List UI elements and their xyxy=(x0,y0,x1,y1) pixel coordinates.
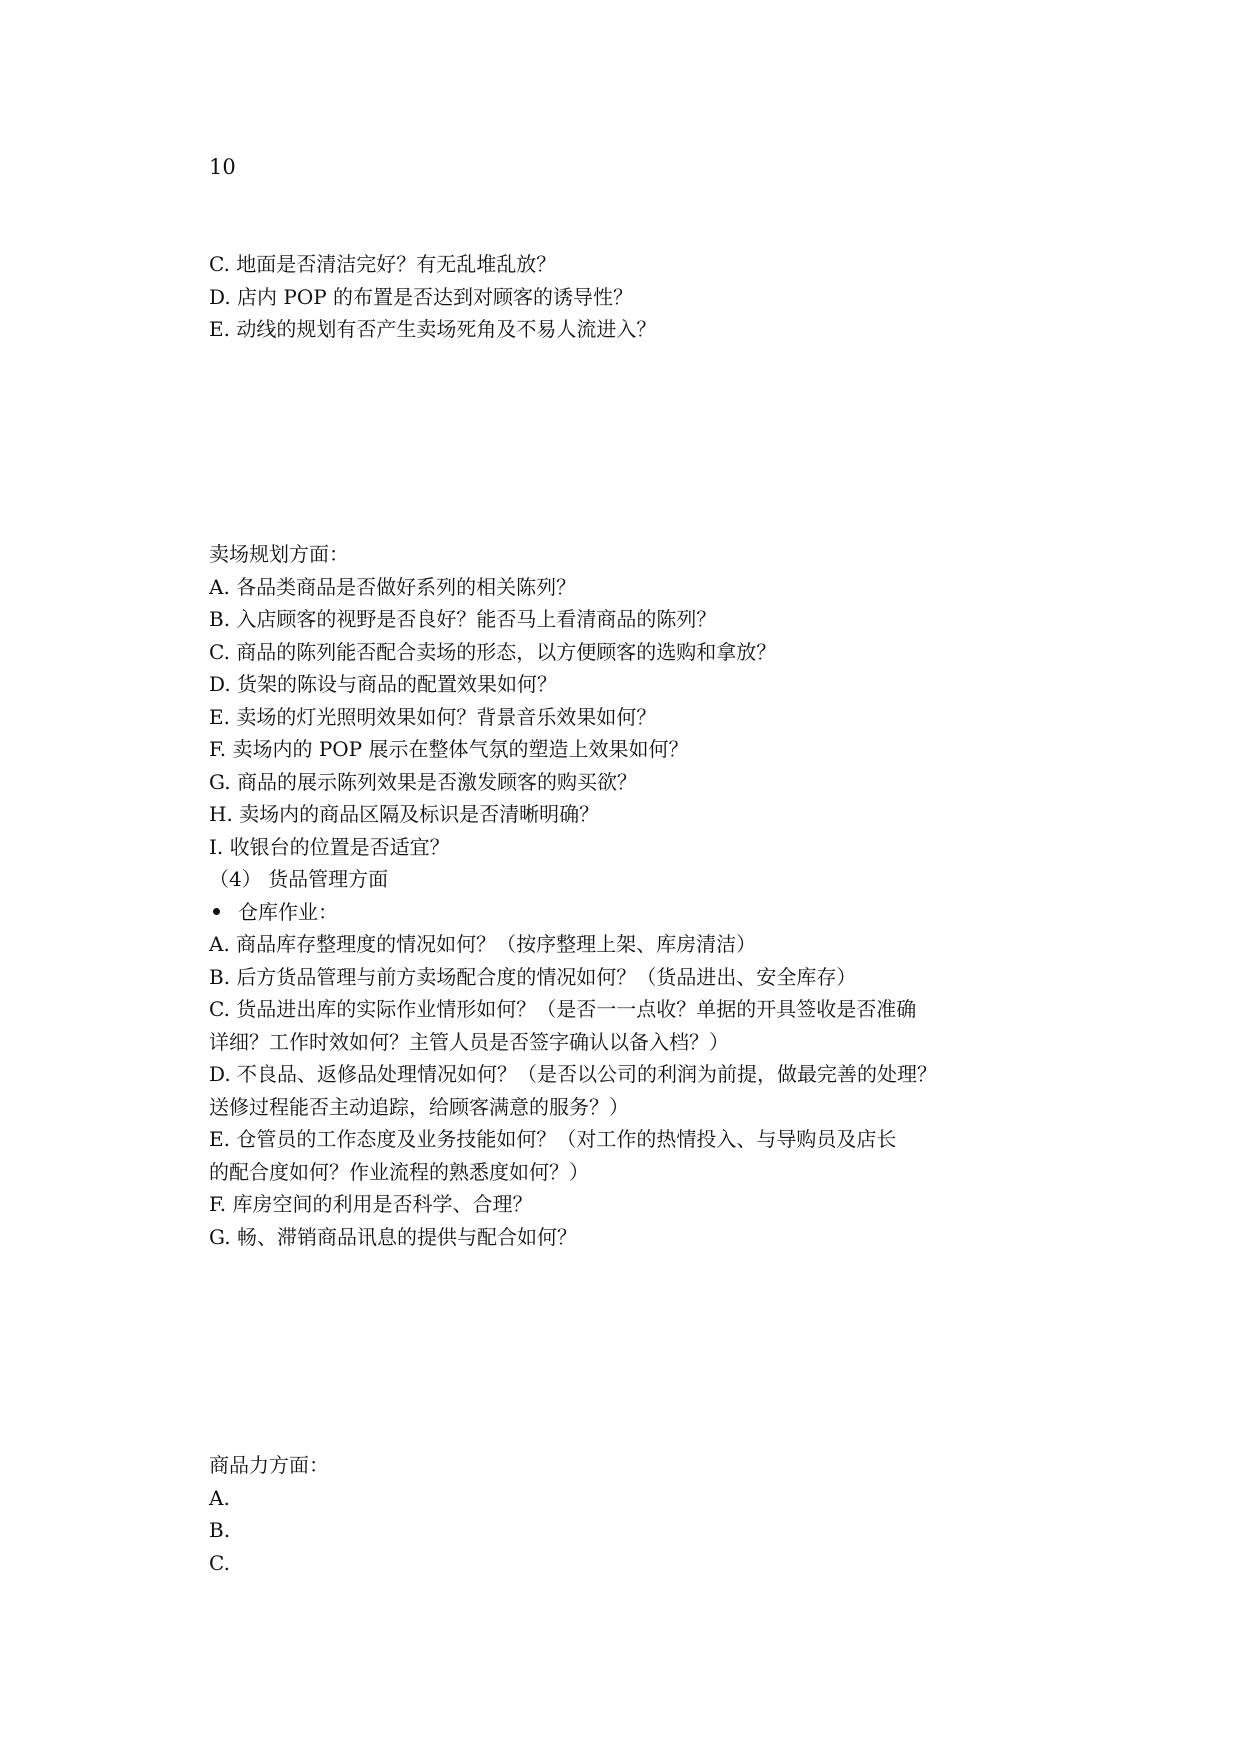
section-heading-store-planning: 卖场规划方面： xyxy=(209,542,349,566)
store-item-c: C. 商品的陈列能否配合卖场的形态，以方便顾客的选购和拿放？ xyxy=(209,639,777,664)
section-store-planning xyxy=(209,538,1069,1253)
store-item-d: D. 货架的陈设与商品的配置效果如何？ xyxy=(209,672,558,696)
bullet-warehouse-label: 仓库作业： xyxy=(238,899,338,924)
merch-item-a: A. xyxy=(209,1485,230,1510)
bullet-icon xyxy=(213,908,220,915)
warehouse-item-e-cont: 的配合度如何？作业流程的熟悉度如何？） xyxy=(209,1159,589,1184)
merch-item-c: C. xyxy=(209,1550,230,1575)
bullet-warehouse xyxy=(209,896,1069,929)
item-c-floor: C. 地面是否清洁完好？有无乱堆乱放？ xyxy=(209,252,557,276)
item-d-pop: D. 店内 POP 的布置是否达到对顾客的诱导性？ xyxy=(209,284,634,309)
store-item-f: F. 卖场内的 POP 展示在整体气氛的塑造上效果如何？ xyxy=(209,737,689,761)
store-item-a: A. 各品类商品是否做好系列的相关陈列？ xyxy=(209,574,577,599)
store-item-i: I. 收银台的位置是否适宜？ xyxy=(209,834,450,859)
warehouse-item-g: G. 畅、滞销商品讯息的提供与配合如何？ xyxy=(209,1224,577,1249)
section-merchandise-power xyxy=(209,1449,1069,1579)
item-e-flow: E. 动线的规划有否产生卖场死角及不易人流进入？ xyxy=(209,317,657,341)
warehouse-item-c-cont: 详细？工作时效如何？主管人员是否签字确认以备入档？） xyxy=(209,1029,729,1054)
section-top xyxy=(209,248,1069,346)
page-number: 10 xyxy=(209,155,236,179)
warehouse-item-a: A. 商品库存整理度的情况如何？（按序整理上架、库房清洁） xyxy=(209,932,757,956)
section-heading-merchandise: 商品力方面： xyxy=(209,1453,329,1477)
store-item-g: G. 商品的展示陈列效果是否激发顾客的购买欲？ xyxy=(209,769,637,794)
warehouse-item-e: E. 仓管员的工作态度及业务技能如何？（对工作的热情投入、与导购员及店长 xyxy=(209,1127,897,1151)
merch-item-b: B. xyxy=(209,1518,231,1542)
warehouse-item-b: B. 后方货品管理与前方卖场配合度的情况如何？（货品进出、安全库存） xyxy=(209,964,857,989)
section-heading-goods-management: （4） 货品管理方面 xyxy=(209,867,389,891)
warehouse-item-f: F. 库房空间的利用是否科学、合理？ xyxy=(209,1192,533,1216)
store-item-b: B. 入店顾客的视野是否良好？能否马上看清商品的陈列？ xyxy=(209,607,717,631)
store-item-h: H. 卖场内的商品区隔及标识是否清晰明确？ xyxy=(209,802,600,826)
warehouse-item-c: C. 货品进出库的实际作业情形如何？（是否一一点收？单据的开具签收是否准确 xyxy=(209,997,917,1021)
store-item-e: E. 卖场的灯光照明效果如何？背景音乐效果如何？ xyxy=(209,704,657,729)
warehouse-item-d: D. 不良品、返修品处理情况如何？（是否以公司的利润为前提，做最完善的处理？ xyxy=(209,1062,938,1086)
warehouse-item-d-cont: 送修过程能否主动追踪，给顾客满意的服务？） xyxy=(209,1094,629,1119)
